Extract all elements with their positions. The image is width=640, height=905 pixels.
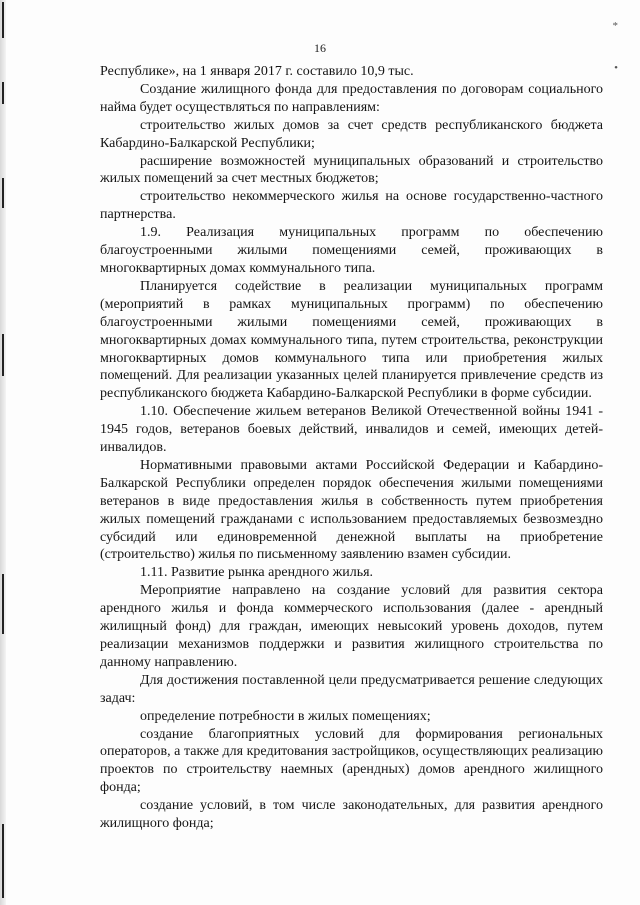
paragraph: строительство жилых домов за счет средств республиканского бюджета Кабардино-Балкарской Республики; [100,117,603,151]
paragraph: определение потребности в жилых помещениях; [140,708,431,724]
paragraph: создание благоприятных условий для формирования региональных операторов, а также для кредитования застройщиков, осуществляющих реализацию проектов по строительству наемных (арендных) домов арендного жилищного фонда; [100,726,603,796]
paragraph: Республике», на 1 января 2017 г. составило 10,9 тыс. [100,64,414,79]
paragraph: Для достижения поставленной цели предусматривается решение следующих задач: [100,672,603,706]
paragraph: Планируется содействие в реализации муниципальных программ (мероприятий в рамках муниципальных программ) по обеспечению благоустроенными жилыми помещениями семей, проживающих в многоквартирных домах коммунального типа, путем строительства, реконструкции многоквартирных домов коммунального типа или приобретения жилых помещений. Для реализации указанных целей планируется привлечение средств из республиканского бюджета Кабардино-Балкарской Республики в форме субсидии. [100,278,603,402]
document-body [100,63,603,833]
paragraph: строительство некоммерческого жилья на основе государственно-частного партнерства. [100,189,603,223]
scan-edge [0,0,6,905]
scan-edge-mark [2,574,4,634]
paragraph: 1.11. Развитие рынка арендного жилья. [140,565,374,581]
page-number: 16 [314,41,326,55]
scan-edge-mark [2,824,4,898]
scan-edge-mark [2,2,4,38]
paragraph: 1.9. Реализация муниципальных программ по обеспечению благоустроенными жилыми помещениями семей, проживающих в многоквартирных домах коммунального типа. [100,225,603,276]
scan-edge-mark [2,178,4,208]
scan-edge-mark [2,82,4,104]
paragraph: 1.10. Обеспечение жильем ветеранов Великой Отечественной войны 1941 - 1945 годов, ветеранов боевых действий, инвалидов и семей, имеющих детей-инвалидов. [100,404,603,456]
paragraph: Нормативными правовыми актами Российской Федерации и Кабардино-Балкарской Республики определен порядок обеспечения жилыми помещениями ветеранов в виде предоставления жилья в собственность путем приобретения жилых помещений гражданами с использованием предоставляемых безвозмездно субсидий или единовременной денежной выплаты на приобретение (строительство) жилья по письменному заявлению взамен субсидии. [100,457,603,563]
paragraph: расширение возможностей муниципальных образований и строительство жилых помещений за счет местных бюджетов; [100,153,603,187]
paragraph: Создание жилищного фонда для предоставления по договорам социального найма будет осуществляться по направлениям: [100,81,603,115]
paragraph: создание условий, в том числе законодательных, для развития арендного жилищного фонда; [100,798,603,832]
corner-mark: * [612,20,618,32]
scan-edge-mark [2,334,4,376]
paragraph: Мероприятие направлено на создание условий для развития сектора арендного жилья и фонда коммерческого использования (далее - арендный жилищный фонд) для граждан, имеющих невысокий уровень доходов, путем реализации механизмов поддержки и развития жилищного строительства по данному направлению. [100,583,603,670]
corner-mark: • [614,62,618,74]
